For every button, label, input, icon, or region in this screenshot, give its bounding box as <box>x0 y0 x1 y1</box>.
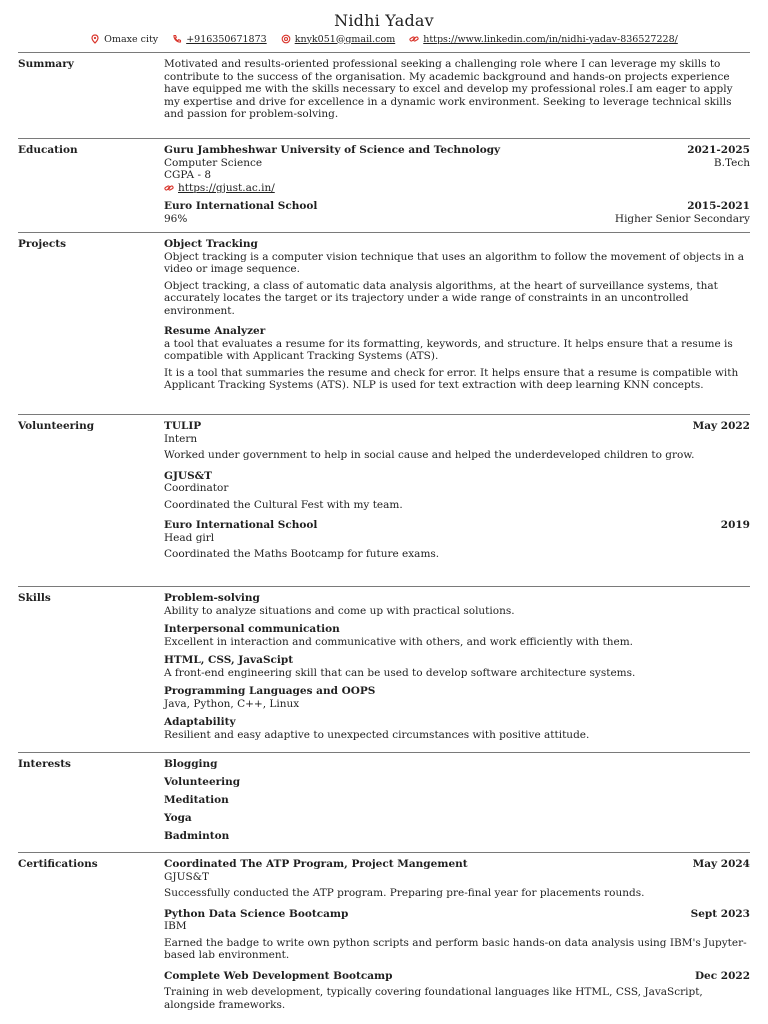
project-item <box>164 238 750 317</box>
skill-item <box>164 592 750 617</box>
skill-name: HTML, CSS, JavaScipt <box>164 654 294 666</box>
contact-bar <box>18 32 750 46</box>
skill-item <box>164 623 750 648</box>
certification-date: May 2024 <box>692 858 750 870</box>
contact-linkedin[interactable] <box>409 34 678 45</box>
skill-description: A front-end engineering skill that can be used to develop software architecture systems. <box>164 666 636 679</box>
skills-heading: Skills <box>18 592 51 604</box>
certification-date: Dec 2022 <box>694 969 750 982</box>
volunteering-item <box>164 519 750 561</box>
projects-heading: Projects <box>18 238 67 250</box>
summary-text: Motivated and results-oriented professional seeking a challenging role where I can leverage my skills to contribute to the success of the organisation. My academic background and hands-on projects experience have equipped me with the skills necessary to excel and develop my professional roles.I am eager to apply my expertise and drive for excellence in a dynamic work environment. Seeking to leverage technical skills and passion for problem-solving. <box>164 58 733 120</box>
education-degree: B.Tech <box>713 156 750 169</box>
institution-name: Guru Jambheshwar University of Science and Technology <box>164 144 501 156</box>
link-icon <box>409 34 419 44</box>
interest-item: Badminton <box>164 830 230 842</box>
skill-item <box>164 654 750 679</box>
candidate-name: Nidhi Yadav <box>334 11 434 30</box>
volunteering-description: Coordinated the Cultural Fest with my team. <box>164 498 403 511</box>
certification-item <box>164 970 750 1012</box>
volunteering-description: Worked under government to help in social cause and helped the underdeveloped children to grow. <box>164 449 695 461</box>
volunteering-date: 2019 <box>720 519 750 531</box>
education-item <box>164 200 750 225</box>
phone-link[interactable]: +916350671873 <box>186 33 267 45</box>
email-link[interactable]: knyk051@gmail.com <box>294 33 396 45</box>
education-section <box>18 138 750 232</box>
education-heading: Education <box>18 144 78 156</box>
volunteering-role: Intern <box>164 432 198 445</box>
certification-description: Successfully conducted the ATP program. Preparing pre-final year for placements rounds. <box>164 887 645 899</box>
contact-location <box>90 34 158 45</box>
certification-description: Training in web development, typically covering foundational languages like HTML, CSS, JavaScript, alongside frameworks. <box>164 986 703 1011</box>
certifications-heading: Certifications <box>18 858 98 870</box>
contact-phone[interactable] <box>172 34 267 45</box>
education-field: Computer Science <box>164 156 263 169</box>
volunteering-description: Coordinated the Maths Bootcamp for future exams. <box>164 548 440 560</box>
at-sign-icon <box>281 34 291 44</box>
education-date: 2015-2021 <box>687 200 750 213</box>
volunteering-org: GJUS&T <box>164 469 212 482</box>
project-description: It is a tool that summaries the resume and check for error. It helps ensure that a resume is compatible with Applicant Tracking Systems (ATS). NLP is used for text extraction with deep learning KNN concepts. <box>164 366 739 391</box>
education-item <box>164 144 750 196</box>
university-link[interactable]: https://gjust.ac.in/ <box>178 181 275 194</box>
certification-date: Sept 2023 <box>690 907 750 920</box>
interest-item: Meditation <box>164 794 229 806</box>
certification-item <box>164 858 750 900</box>
volunteering-org: TULIP <box>164 420 202 432</box>
volunteering-section <box>18 414 750 586</box>
project-description: a tool that evaluates a resume for its formatting, keywords, and structure. It helps ensure that a resume is compatible with Applicant Tracking Systems (ATS). <box>164 337 733 362</box>
education-score: 96% <box>164 212 188 225</box>
interests-section <box>18 752 750 852</box>
location-text: Omaxe city <box>104 33 159 45</box>
phone-icon <box>172 34 182 44</box>
volunteering-role: Coordinator <box>164 482 229 494</box>
location-pin-icon <box>90 34 100 44</box>
link-icon <box>164 183 174 193</box>
interest-item: Yoga <box>164 812 192 824</box>
institution-name: Euro International School <box>164 200 318 213</box>
project-title: Object Tracking <box>164 238 258 250</box>
volunteering-role: Head girl <box>164 531 215 544</box>
project-item <box>164 325 750 392</box>
education-degree: Higher Senior Secondary <box>614 212 750 225</box>
skill-name: Interpersonal communication <box>164 623 340 635</box>
volunteering-item <box>164 470 750 512</box>
certifications-section <box>18 852 750 1018</box>
certification-issuer: IBM <box>164 920 187 932</box>
certification-item <box>164 908 750 962</box>
interests-heading: Interests <box>18 758 71 770</box>
summary-section <box>18 52 750 138</box>
volunteering-item <box>164 420 750 462</box>
linkedin-link[interactable]: https://www.linkedin.com/in/nidhi-yadav-836527228/ <box>423 33 678 45</box>
certification-title: Python Data Science Bootcamp <box>164 907 349 920</box>
skill-description: Resilient and easy adaptive to unexpected circumstances with positive attitude. <box>164 728 590 741</box>
university-website[interactable] <box>164 182 275 195</box>
project-description: Object tracking, a class of automatic data analysis algorithms, at the heart of surveillance systems, that accurately locates the target or its trajectory under a wide range of constraints in an uncontrolled environment. <box>164 279 718 317</box>
volunteering-heading: Volunteering <box>18 420 95 432</box>
summary-heading: Summary <box>18 58 74 70</box>
skill-name: Adaptability <box>164 716 236 728</box>
certification-description: Earned the badge to write own python scripts and perform basic hands-on data analysis using IBM's Jupyter-based lab environment. <box>164 936 747 961</box>
skill-name: Programming Languages and OOPS <box>164 685 376 697</box>
contact-email[interactable] <box>281 34 396 45</box>
interest-item: Blogging <box>164 758 218 770</box>
certification-title: Coordinated The ATP Program, Project Mangement <box>164 858 468 870</box>
education-date: 2021-2025 <box>687 144 750 156</box>
skill-description: Ability to analyze situations and come up with practical solutions. <box>164 604 515 617</box>
skills-section <box>18 586 750 752</box>
skill-item <box>164 685 750 710</box>
skill-description: Java, Python, C++, Linux <box>164 697 300 710</box>
skill-description: Excellent in interaction and communicative with others, and work efficiently with them. <box>164 635 634 648</box>
project-description: Object tracking is a computer vision technique that uses an algorithm to follow the movement of objects in a video or image sequence. <box>164 250 745 275</box>
interest-item: Volunteering <box>164 776 241 788</box>
certification-issuer: GJUS&T <box>164 870 209 883</box>
volunteering-date: May 2022 <box>692 420 750 432</box>
volunteering-org: Euro International School <box>164 519 318 531</box>
skill-name: Problem-solving <box>164 592 260 604</box>
project-title: Resume Analyzer <box>164 325 266 337</box>
projects-section <box>18 232 750 414</box>
education-score: CGPA - 8 <box>164 169 212 181</box>
skill-item <box>164 716 750 741</box>
certification-title: Complete Web Development Bootcamp <box>164 969 393 982</box>
